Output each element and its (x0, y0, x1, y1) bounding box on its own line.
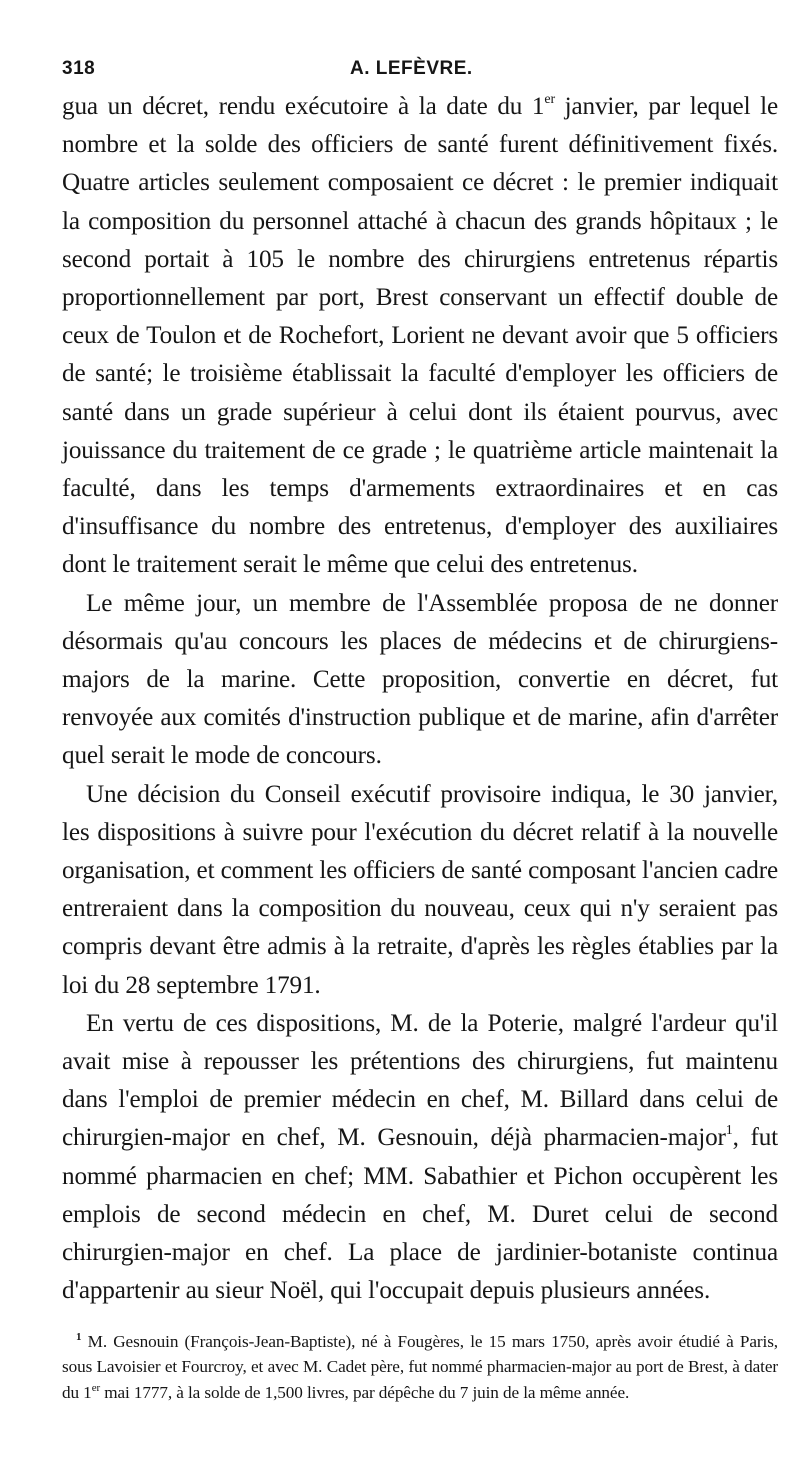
page-number: 318 (62, 58, 96, 79)
footnote-marker: 1 (76, 1330, 82, 1343)
superscript: er (544, 92, 555, 107)
paragraph-3: Une décision du Conseil exécutif provisoire indiqua, le 30 janvier, les dispositions à suivre pour l'exécution du décret relatif à la nouvelle organisation, et comment les officiers de santé composant l'ancien cadre entreraient dans la composition du nouveau, ceux qui n'y seraient pas compris devant être admis à la retraite, d'après les règles établies par la loi du 28 septembre 1791. (62, 780, 778, 999)
superscript: er (91, 1381, 101, 1394)
footnote-reference: 1 (725, 1123, 733, 1139)
paragraph-1: gua un décret, rendu exécutoire à la date du 1er janvier, par lequel le nombre et la solde des officiers de santé furent définitivement fixés. Quatre articles seulement composaient ce décret : le premier indiquait la composition du personnel attaché à chacun des grands hôpitaux ; le second portait à 105 le nombre des chirurgiens entretenus répartis proportionnellement par port, Brest conservant un effectif double de ceux de Toulon et de Rochefort, Lorient ne devant avoir que 5 officiers de santé; le troisième établissait la faculté d'employer les officiers de santé dans un grade supérieur à celui dont ils étaient pourvus, avec jouissance du traitement de ce grade ; le quatrième article maintenait la faculté, dans les temps d'armements extraordinaires et en cas d'insuffisance du nombre des entretenus, d'employer des auxiliaires dont le traitement serait le même que celui des entretenus. (62, 92, 778, 579)
running-header (62, 54, 778, 88)
main-text (62, 88, 778, 1311)
book-page (62, 54, 778, 1405)
footnote-1: $^1$ M. Gesnouin (François-Jean-Baptiste), né à Fougères, le 15 mars 1750, après avoir étudié à Paris, sous Lavoisier et Fourcroy, et avec M. Cadet père, fut nommé pharmacien-major au port de Brest, à dater du 1er mai 1777, à la solde de 1,500 livres, par dépêche du 7 juin de la même année. (62, 1330, 778, 1402)
paragraph-4: En vertu de ces dispositions, M. de la Poterie, malgré l'ardeur qu'il avait mise à repousser les prétentions des chirurgiens, fut maintenu dans l'emploi de premier médecin en chef, M. Billard dans celui de chirurgien-major en chef, M. Gesnouin, déjà pharmacien-major$^1$, fut nommé pharmacien en chef; MM. Sabathier et Pichon occupèrent les emplois de second médecin en chef, M. Duret celui de second chirurgien-major en chef. La place de jardinier-botaniste continua d'appartenir au sieur Noël, qui l'occupait depuis plusieurs années. (62, 1009, 778, 1305)
footnotes (62, 1329, 778, 1406)
paragraph-2: Le même jour, un membre de l'Assemblée proposa de ne donner désormais qu'au concours les places de médecins et de chirurgiens-majors de la marine. Cette proposition, convertie en décret, fut renvoyée aux comités d'instruction publique et de marine, afin d'arrêter quel serait le mode de concours. (62, 589, 778, 770)
running-title: A. LEFÈVRE. (350, 58, 473, 79)
